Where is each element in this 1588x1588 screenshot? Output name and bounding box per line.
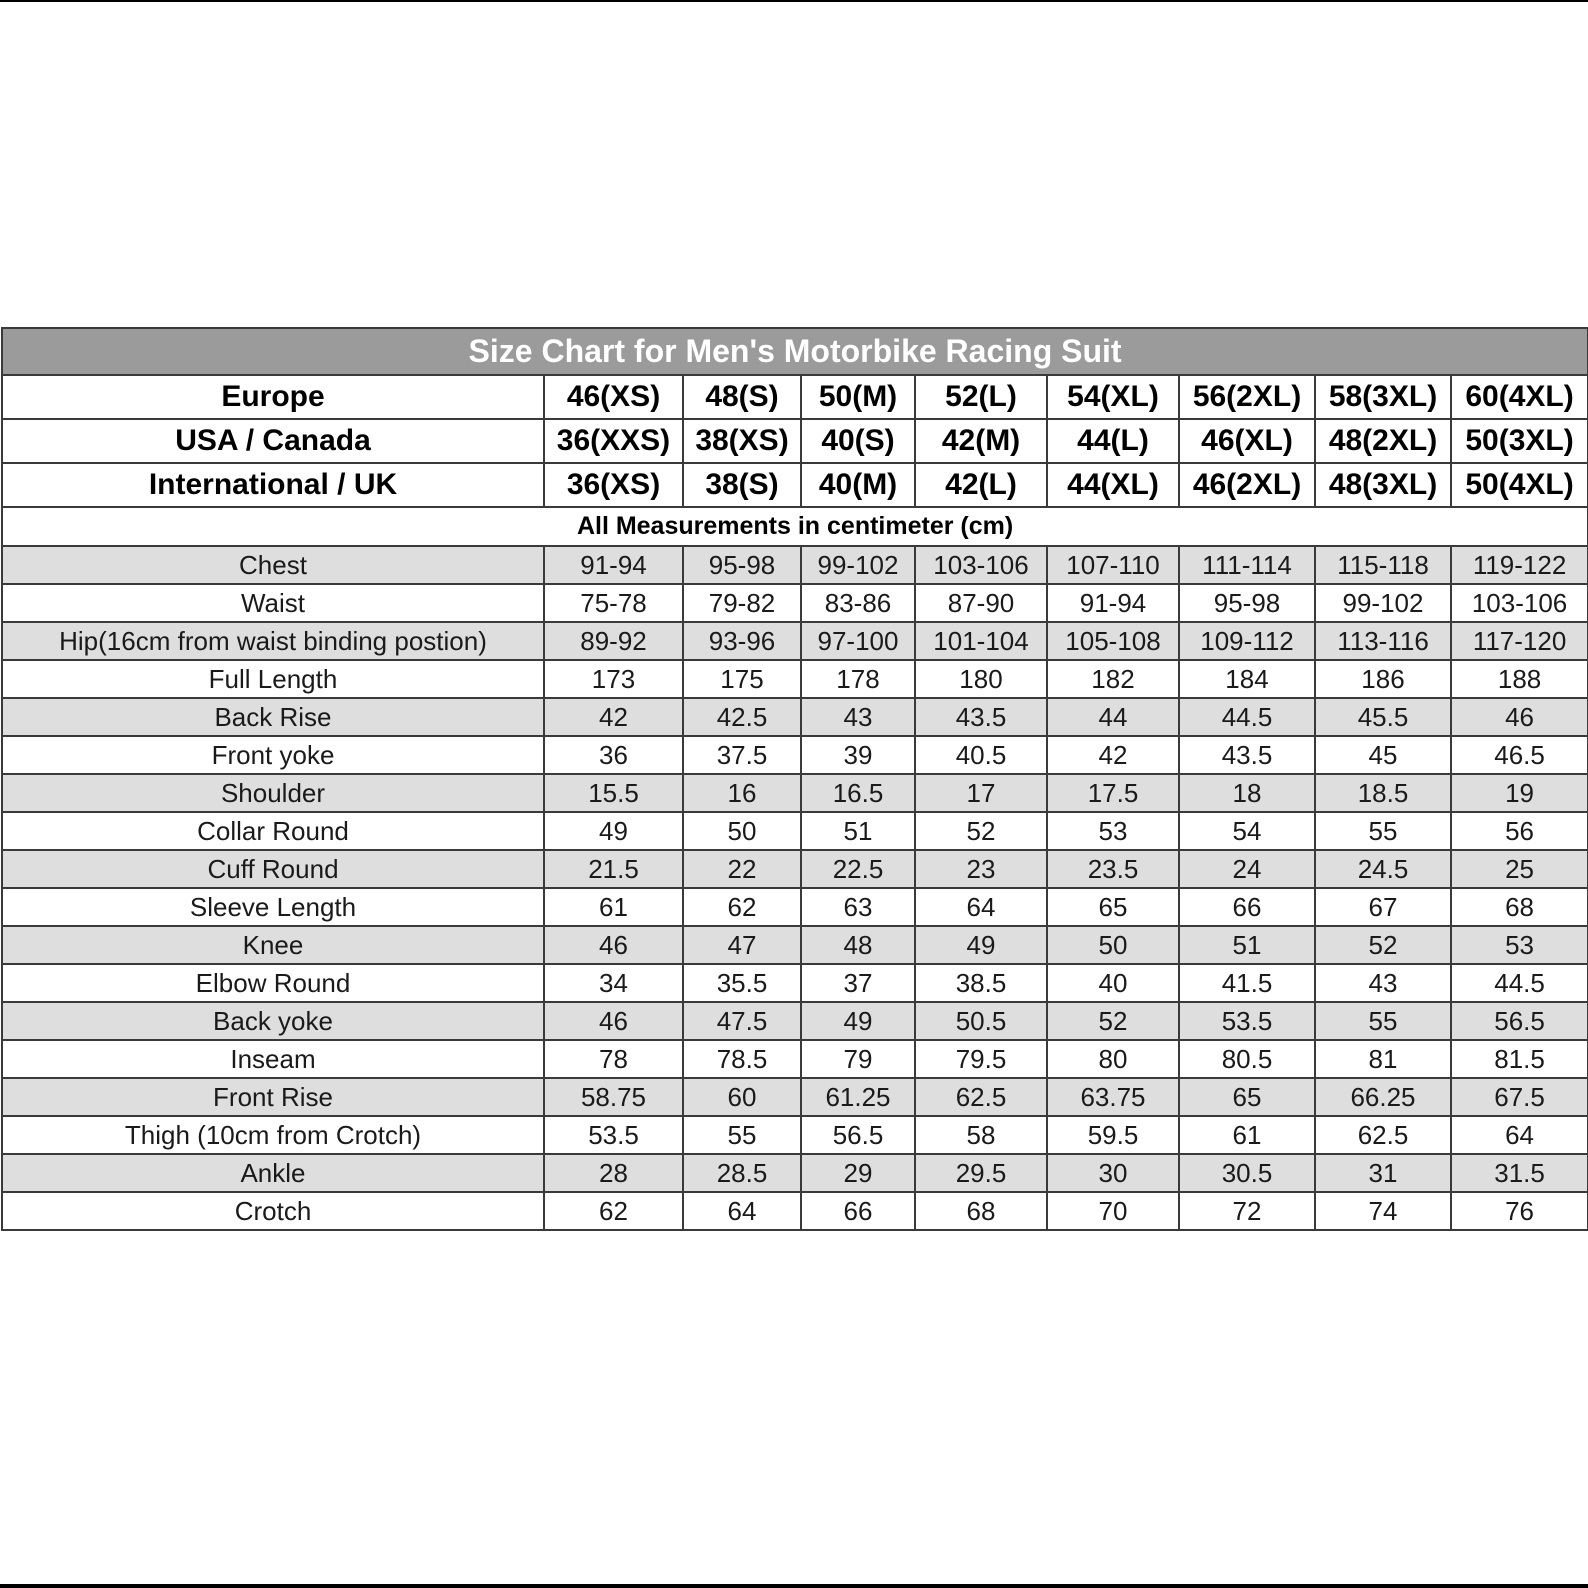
measurement-value: 76 [1451, 1192, 1588, 1230]
measurement-value: 80.5 [1179, 1040, 1315, 1078]
measurement-value: 99-102 [801, 546, 915, 584]
measurement-value: 54 [1179, 812, 1315, 850]
measurement-value: 46 [544, 1002, 683, 1040]
measurement-value: 44 [1047, 698, 1179, 736]
measurement-value: 111-114 [1179, 546, 1315, 584]
table-row [2, 1040, 1588, 1078]
measurement-value: 56.5 [801, 1116, 915, 1154]
size-cell: 38(XS) [683, 419, 801, 463]
measurement-value: 49 [801, 1002, 915, 1040]
size-chart-table [1, 327, 1588, 1231]
measurement-value: 61.25 [801, 1078, 915, 1116]
measurement-value: 115-118 [1315, 546, 1451, 584]
measurement-value: 53.5 [1179, 1002, 1315, 1040]
size-cell: 38(S) [683, 463, 801, 507]
measurement-value: 182 [1047, 660, 1179, 698]
measurement-label: Front Rise [2, 1078, 544, 1116]
measurement-value: 43 [1315, 964, 1451, 1002]
measurement-value: 40 [1047, 964, 1179, 1002]
measurement-value: 46.5 [1451, 736, 1588, 774]
measurement-value: 62 [683, 888, 801, 926]
table-row [2, 698, 1588, 736]
measurement-label: Hip(16cm from waist binding postion) [2, 622, 544, 660]
measurement-value: 62.5 [915, 1078, 1047, 1116]
measurement-value: 49 [915, 926, 1047, 964]
measurement-value: 16 [683, 774, 801, 812]
measurement-value: 83-86 [801, 584, 915, 622]
measurement-value: 43.5 [1179, 736, 1315, 774]
measurement-value: 97-100 [801, 622, 915, 660]
measurement-unit-note: All Measurements in centimeter (cm) [2, 507, 1588, 546]
measurement-value: 50 [683, 812, 801, 850]
title-row [2, 328, 1588, 375]
measurement-value: 30 [1047, 1154, 1179, 1192]
measurement-value: 91-94 [544, 546, 683, 584]
measurement-value: 66 [801, 1192, 915, 1230]
size-row [2, 375, 1588, 419]
size-cell: 42(L) [915, 463, 1047, 507]
size-cell: 50(4XL) [1451, 463, 1588, 507]
size-system-label: Europe [2, 375, 544, 419]
measurement-value: 18.5 [1315, 774, 1451, 812]
measurement-value: 58 [915, 1116, 1047, 1154]
measurement-value: 173 [544, 660, 683, 698]
bottom-border [0, 1584, 1588, 1588]
measurement-value: 34 [544, 964, 683, 1002]
measurement-label: Chest [2, 546, 544, 584]
measurement-value: 36 [544, 736, 683, 774]
table-row [2, 1078, 1588, 1116]
measurement-value: 23 [915, 850, 1047, 888]
measurement-label: Full Length [2, 660, 544, 698]
size-cell: 58(3XL) [1315, 375, 1451, 419]
measurement-label: Cuff Round [2, 850, 544, 888]
size-cell: 48(S) [683, 375, 801, 419]
size-cell: 40(S) [801, 419, 915, 463]
measurement-value: 39 [801, 736, 915, 774]
measurement-label: Collar Round [2, 812, 544, 850]
measurement-value: 66 [1179, 888, 1315, 926]
size-cell: 46(XS) [544, 375, 683, 419]
size-row [2, 463, 1588, 507]
measurement-value: 64 [1451, 1116, 1588, 1154]
size-cell: 56(2XL) [1179, 375, 1315, 419]
measurement-label: Crotch [2, 1192, 544, 1230]
measurement-value: 87-90 [915, 584, 1047, 622]
measurement-value: 113-116 [1315, 622, 1451, 660]
size-cell: 44(XL) [1047, 463, 1179, 507]
measurement-value: 51 [801, 812, 915, 850]
table-row [2, 964, 1588, 1002]
size-system-label: International / UK [2, 463, 544, 507]
measurement-value: 52 [1047, 1002, 1179, 1040]
measurement-value: 79 [801, 1040, 915, 1078]
measurement-value: 52 [1315, 926, 1451, 964]
measurement-value: 38.5 [915, 964, 1047, 1002]
measurement-value: 50 [1047, 926, 1179, 964]
measurement-value: 55 [1315, 812, 1451, 850]
measurement-value: 29 [801, 1154, 915, 1192]
measurement-value: 55 [1315, 1002, 1451, 1040]
measurement-value: 43 [801, 698, 915, 736]
measurement-label: Sleeve Length [2, 888, 544, 926]
top-border [0, 0, 1588, 2]
measurement-value: 46 [1451, 698, 1588, 736]
measurement-value: 31.5 [1451, 1154, 1588, 1192]
measurement-value: 17.5 [1047, 774, 1179, 812]
measurement-value: 103-106 [915, 546, 1047, 584]
measurement-value: 18 [1179, 774, 1315, 812]
measurement-value: 64 [915, 888, 1047, 926]
measurement-value: 119-122 [1451, 546, 1588, 584]
measurement-label: Back yoke [2, 1002, 544, 1040]
measurement-value: 80 [1047, 1040, 1179, 1078]
measurement-value: 16.5 [801, 774, 915, 812]
measurement-value: 15.5 [544, 774, 683, 812]
measurement-value: 35.5 [683, 964, 801, 1002]
measurement-value: 62 [544, 1192, 683, 1230]
measurement-value: 180 [915, 660, 1047, 698]
measurement-value: 78.5 [683, 1040, 801, 1078]
measurement-label: Shoulder [2, 774, 544, 812]
table-row [2, 1116, 1588, 1154]
table-row [2, 1002, 1588, 1040]
measurement-value: 42.5 [683, 698, 801, 736]
measurement-value: 44.5 [1451, 964, 1588, 1002]
measurement-value: 70 [1047, 1192, 1179, 1230]
measurement-value: 184 [1179, 660, 1315, 698]
measurement-value: 17 [915, 774, 1047, 812]
measurement-value: 188 [1451, 660, 1588, 698]
measurement-value: 29.5 [915, 1154, 1047, 1192]
measurement-label: Thigh (10cm from Crotch) [2, 1116, 544, 1154]
measurement-value: 68 [915, 1192, 1047, 1230]
measurement-value: 61 [1179, 1116, 1315, 1154]
measurement-value: 175 [683, 660, 801, 698]
measurement-value: 22.5 [801, 850, 915, 888]
table-row [2, 1154, 1588, 1192]
measurement-value: 42 [1047, 736, 1179, 774]
measurement-label: Ankle [2, 1154, 544, 1192]
size-cell: 48(3XL) [1315, 463, 1451, 507]
size-cell: 44(L) [1047, 419, 1179, 463]
size-cell: 46(2XL) [1179, 463, 1315, 507]
measurement-value: 81 [1315, 1040, 1451, 1078]
measurement-value: 58.75 [544, 1078, 683, 1116]
measurement-value: 43.5 [915, 698, 1047, 736]
table-row [2, 622, 1588, 660]
size-cell: 36(XXS) [544, 419, 683, 463]
size-cell: 48(2XL) [1315, 419, 1451, 463]
table-row [2, 736, 1588, 774]
measurement-value: 72 [1179, 1192, 1315, 1230]
measurement-value: 51 [1179, 926, 1315, 964]
measurement-value: 53.5 [544, 1116, 683, 1154]
measurement-value: 63 [801, 888, 915, 926]
measurement-value: 53 [1451, 926, 1588, 964]
chart-title: Size Chart for Men's Motorbike Racing Suit [2, 328, 1588, 375]
measurement-label: Inseam [2, 1040, 544, 1078]
measurement-value: 56.5 [1451, 1002, 1588, 1040]
measurement-value: 24.5 [1315, 850, 1451, 888]
measurement-value: 67 [1315, 888, 1451, 926]
measurement-value: 45.5 [1315, 698, 1451, 736]
measurement-value: 63.75 [1047, 1078, 1179, 1116]
measurement-label: Back Rise [2, 698, 544, 736]
measurement-value: 109-112 [1179, 622, 1315, 660]
measurement-value: 45 [1315, 736, 1451, 774]
measurement-value: 105-108 [1047, 622, 1179, 660]
measurement-value: 44.5 [1179, 698, 1315, 736]
measurement-label: Elbow Round [2, 964, 544, 1002]
measurement-value: 37.5 [683, 736, 801, 774]
measurement-value: 37 [801, 964, 915, 1002]
measurement-value: 101-104 [915, 622, 1047, 660]
measurement-value: 59.5 [1047, 1116, 1179, 1154]
measurement-value: 50.5 [915, 1002, 1047, 1040]
measurement-value: 41.5 [1179, 964, 1315, 1002]
measurement-value: 56 [1451, 812, 1588, 850]
measurement-value: 68 [1451, 888, 1588, 926]
measurement-value: 95-98 [683, 546, 801, 584]
table-row [2, 926, 1588, 964]
measurement-value: 65 [1179, 1078, 1315, 1116]
measurement-value: 186 [1315, 660, 1451, 698]
measurement-value: 91-94 [1047, 584, 1179, 622]
measurement-value: 22 [683, 850, 801, 888]
measurement-value: 178 [801, 660, 915, 698]
table-row [2, 546, 1588, 584]
measurement-value: 79.5 [915, 1040, 1047, 1078]
measurement-value: 48 [801, 926, 915, 964]
measurement-value: 95-98 [1179, 584, 1315, 622]
table-row [2, 774, 1588, 812]
measurement-value: 31 [1315, 1154, 1451, 1192]
measurement-value: 107-110 [1047, 546, 1179, 584]
measurement-value: 89-92 [544, 622, 683, 660]
measurement-value: 117-120 [1451, 622, 1588, 660]
measurement-label: Knee [2, 926, 544, 964]
measurement-value: 93-96 [683, 622, 801, 660]
measurement-value: 99-102 [1315, 584, 1451, 622]
measurement-value: 24 [1179, 850, 1315, 888]
size-cell: 40(M) [801, 463, 915, 507]
measurement-value: 25 [1451, 850, 1588, 888]
measurement-value: 55 [683, 1116, 801, 1154]
measurement-value: 52 [915, 812, 1047, 850]
size-cell: 50(M) [801, 375, 915, 419]
measurement-value: 47.5 [683, 1002, 801, 1040]
measurement-value: 65 [1047, 888, 1179, 926]
measurement-value: 67.5 [1451, 1078, 1588, 1116]
measurement-value: 66.25 [1315, 1078, 1451, 1116]
size-row [2, 419, 1588, 463]
measurement-value: 75-78 [544, 584, 683, 622]
table-row [2, 660, 1588, 698]
measurement-value: 23.5 [1047, 850, 1179, 888]
measurement-value: 49 [544, 812, 683, 850]
measurement-value: 64 [683, 1192, 801, 1230]
measurement-value: 79-82 [683, 584, 801, 622]
table-body [2, 328, 1588, 1230]
note-row [2, 507, 1588, 546]
measurement-value: 30.5 [1179, 1154, 1315, 1192]
table-row [2, 888, 1588, 926]
measurement-value: 19 [1451, 774, 1588, 812]
measurement-value: 81.5 [1451, 1040, 1588, 1078]
measurement-value: 62.5 [1315, 1116, 1451, 1154]
size-cell: 60(4XL) [1451, 375, 1588, 419]
measurement-value: 21.5 [544, 850, 683, 888]
measurement-value: 28.5 [683, 1154, 801, 1192]
size-cell: 36(XS) [544, 463, 683, 507]
measurement-label: Front yoke [2, 736, 544, 774]
size-cell: 46(XL) [1179, 419, 1315, 463]
measurement-value: 78 [544, 1040, 683, 1078]
table-row [2, 812, 1588, 850]
size-cell: 54(XL) [1047, 375, 1179, 419]
measurement-value: 74 [1315, 1192, 1451, 1230]
measurement-value: 47 [683, 926, 801, 964]
size-cell: 50(3XL) [1451, 419, 1588, 463]
measurement-value: 103-106 [1451, 584, 1588, 622]
measurement-value: 60 [683, 1078, 801, 1116]
measurement-label: Waist [2, 584, 544, 622]
table-row [2, 584, 1588, 622]
table-row [2, 850, 1588, 888]
measurement-value: 40.5 [915, 736, 1047, 774]
measurement-value: 61 [544, 888, 683, 926]
size-system-label: USA / Canada [2, 419, 544, 463]
measurement-value: 28 [544, 1154, 683, 1192]
measurement-value: 46 [544, 926, 683, 964]
measurement-value: 42 [544, 698, 683, 736]
measurement-value: 53 [1047, 812, 1179, 850]
size-cell: 42(M) [915, 419, 1047, 463]
table-row [2, 1192, 1588, 1230]
size-cell: 52(L) [915, 375, 1047, 419]
